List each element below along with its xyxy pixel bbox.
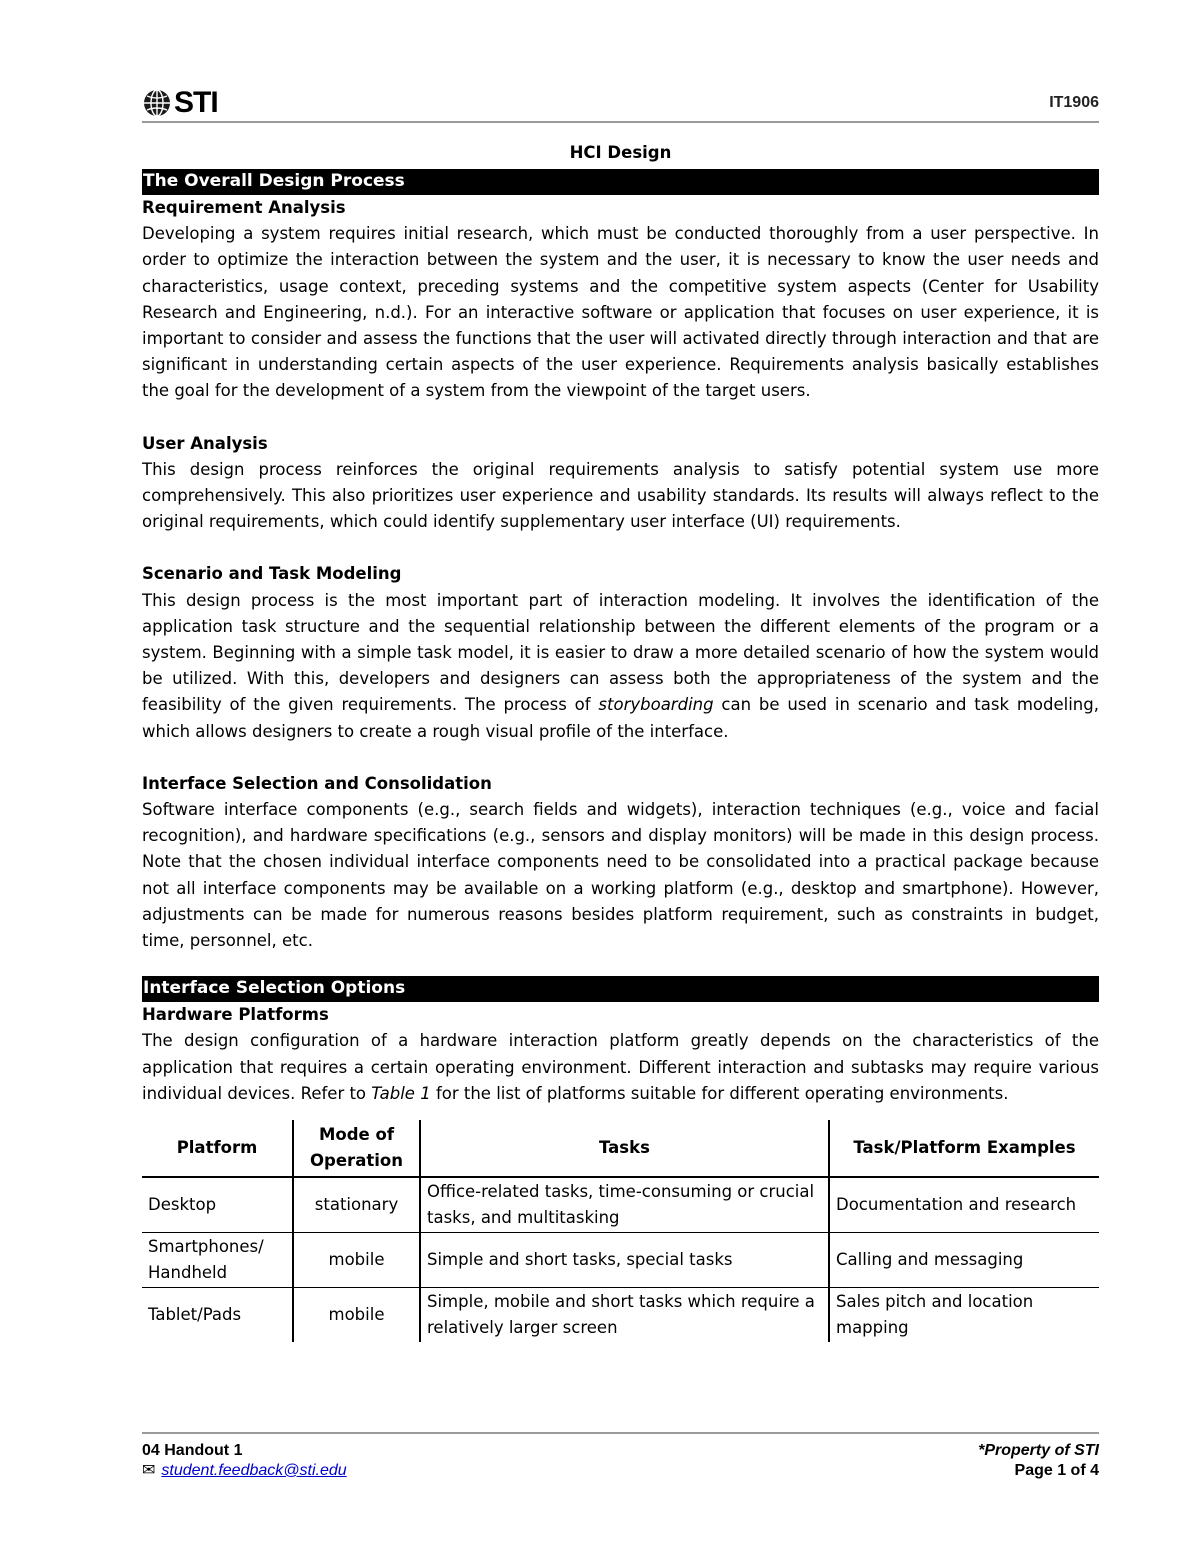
table-cell: Simple and short tasks, special tasks [420, 1233, 829, 1288]
paragraph-text: The design configuration of a hardware interaction platform greatly depends on the characteristics of the application that requires a certain operating environment. Different interaction and subtasks may require various individual devices. Refer to [142, 1031, 1099, 1103]
emphasis-table-ref: Table 1 [371, 1083, 431, 1103]
header-rule [142, 121, 1099, 123]
column-header: Platform [142, 1120, 293, 1177]
handout-label: 04 Handout 1 [142, 1442, 243, 1459]
footer-left [142, 1441, 347, 1481]
paragraph-text: can be used in scenario and task modeling, which allows designers to create a rough visual profile of the interface. [142, 695, 1099, 741]
column-header: Task/Platform Examples [829, 1120, 1099, 1177]
table-row [142, 1233, 1099, 1288]
globe-icon [142, 88, 172, 118]
paragraph-user-analysis: This design process reinforces the original requirements analysis to satisfy potential system use more comprehensively. This also prioritizes user experience and usability standards. Its results will always reflect to the original requirements, which could identify supplementary user interface (UI) requirements. [142, 459, 1099, 532]
footer-rule [142, 1432, 1099, 1434]
paragraph-hardware-platforms [142, 1028, 1099, 1107]
paragraph-interface-selection: Software interface components (e.g., search fields and widgets), interaction techniques (e.g., voice and facial recognition), and hardware specifications (e.g., sensors and display monitors) will be made in this design process. Note that the chosen individual interface components need to be consolidated into a practical package because not all interface components may be available on a working platform (e.g., desktop and smartphone). However, adjustments can be made for numerous reasons besides platform requirement, such as constraints in budget, time, personnel, etc. [142, 800, 1099, 951]
paragraph-text: for the list of platforms suitable for different operating environments. [430, 1083, 1009, 1103]
property-notice: *Property of STI [978, 1442, 1099, 1459]
heading-user-analysis: User Analysis [142, 433, 268, 453]
footer-right [978, 1441, 1099, 1481]
heading-requirement-analysis: Requirement Analysis [142, 198, 346, 217]
table-cell: stationary [293, 1177, 420, 1233]
sti-logo [142, 86, 218, 120]
column-header: Mode of Operation [293, 1120, 420, 1177]
page-title: HCI Design [569, 143, 672, 162]
table-cell: Documentation and research [829, 1177, 1099, 1233]
page-header [142, 84, 1099, 124]
table-cell: Calling and messaging [829, 1233, 1099, 1288]
paragraph-requirement-analysis: Developing a system requires initial research, which must be conducted thoroughly from a user perspective. In order to optimize the interaction between the system and the user, it is necessary to know the user needs and characteristics, usage context, preceding systems and the competitive system aspects (Center for Usability Research and Engineering, n.d.). For an interactive software or application that focuses on user experience, it is important to consider and assess the functions that the user will activated directly through interaction and that are significant in understanding certain aspects of the user experience. Requirements analysis basically establishes the goal for the development of a system from the viewpoint of the target users. [142, 224, 1099, 401]
table-row [142, 1177, 1099, 1233]
table-cell: Sales pitch and location mapping [829, 1288, 1099, 1343]
heading-scenario-task-modeling: Scenario and Task Modeling [142, 564, 402, 584]
logo-text: STI [174, 86, 218, 119]
table-cell: Office-related tasks, time-consuming or crucial tasks, and multitasking [420, 1177, 829, 1233]
platforms-table [142, 1120, 1099, 1342]
section-bar-options: Interface Selection Options [142, 976, 1099, 1002]
table-cell: mobile [293, 1288, 420, 1343]
paragraph-text: This design process is the most important part of interaction modeling. It involves the identification of the application task structure and the sequential relationship between the different elements of the program or a system. Beginning with a simple task model, it is easier to draw a more detailed scenario of how the system would be utilized. With this, developers and designers can assess both the appropriateness of the system and the feasibility of the given requirements. The process of [142, 590, 1099, 715]
document-body [142, 142, 1099, 1342]
envelope-icon: ✉ [142, 1462, 156, 1479]
column-header: Tasks [420, 1120, 829, 1177]
section-bar-overall: The Overall Design Process [142, 169, 1099, 195]
heading-interface-selection: Interface Selection and Consolidation [142, 773, 492, 793]
emphasis-storyboarding: storyboarding [598, 695, 714, 715]
table-cell: Smartphones/ Handheld [142, 1233, 293, 1288]
course-code: IT1906 [1049, 94, 1099, 111]
paragraph-scenario-task-modeling [142, 588, 1099, 745]
heading-hardware-platforms: Hardware Platforms [142, 1005, 329, 1025]
table-cell: mobile [293, 1233, 420, 1288]
table-header-row [142, 1120, 1099, 1177]
table-cell: Simple, mobile and short tasks which require a relatively larger screen [420, 1288, 829, 1343]
feedback-email-link[interactable]: student.feedback@sti.edu [161, 1462, 347, 1479]
table-cell: Desktop [142, 1177, 293, 1233]
table-cell: Tablet/Pads [148, 1305, 242, 1325]
table-row [142, 1288, 1099, 1343]
page-number: Page 1 of 4 [1014, 1462, 1099, 1479]
